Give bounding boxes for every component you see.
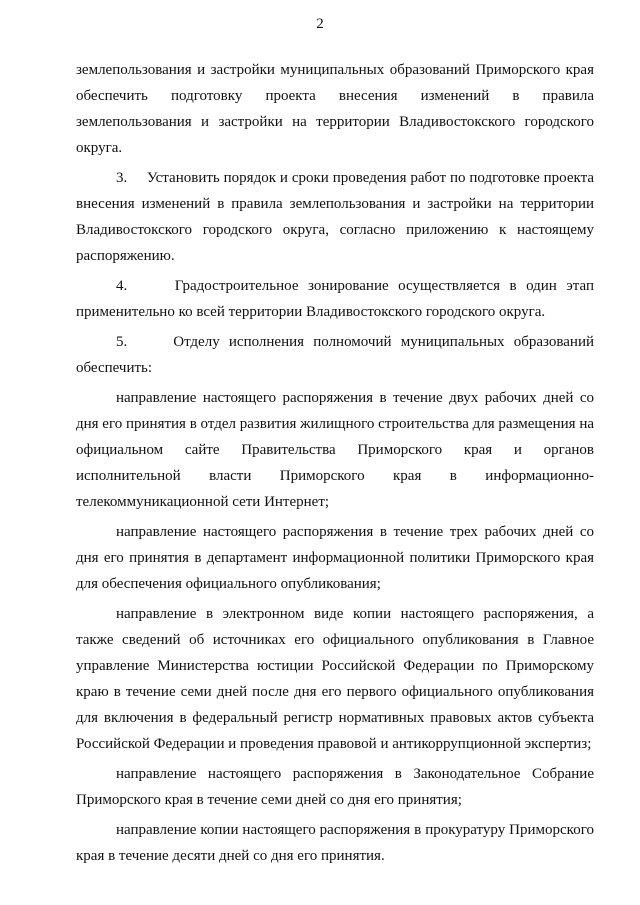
paragraph-subitem-legislative-assembly: направление настоящего распоряжения в Законодательное Собрание Приморского края в течение семи дней со дня его принятия; [76,766,594,808]
page-number: 2 [316,16,324,32]
paragraph-subitem-website: направление настоящего распоряжения в течение двух рабочих дней со дня его принятия в отдел развития жилищного строительства для размещения на официальном сайте Правительства Приморского края и органов исполнительной власти Приморского края в информационно-телекоммуникационной сети Интернет; [76,390,595,510]
paragraph-continuation: землепользования и застройки муниципальных образований Приморского края обеспечить подготовку проекта внесения изменений в правила землепользования и застройки на территории Владивостокского городского округа. [76,62,594,156]
paragraph-subitem-publication: направление настоящего распоряжения в течение трех рабочих дней со дня его принятия в департамент информационной политики Приморского края для обеспечения официального опубликования; [76,524,594,592]
paragraph-item-3: 3. Установить порядок и сроки проведения работ по подготовке проекта внесения изменений в правила землепользования и застройки на территории Владивостокского городского округа, согласно приложению к настоящему распоряжению. [76,170,594,264]
paragraph-item-5: 5. Отделу исполнения полномочий муниципальных образований обеспечить: [76,334,594,376]
document-body [76,57,594,873]
paragraph-subitem-ministry-justice: направление в электронном виде копии настоящего распоряжения, а также сведений об источниках его официального опубликования в Главное управление Министерства юстиции Российской Федерации по Приморскому краю в течение семи дней после дня его первого официального опубликования для включения в федеральный регистр нормативных правовых актов субъекта Российской Федерации и проведения правовой и антикоррупционной экспертиз; [76,606,594,752]
paragraph-item-4: 4. Градостроительное зонирование осуществляется в один этап применительно ко всей территории Владивостокского городского округа. [76,278,594,320]
paragraph-subitem-prosecutor: направление копии настоящего распоряжения в прокуратуру Приморского края в течение десяти дней со дня его принятия. [76,822,594,864]
